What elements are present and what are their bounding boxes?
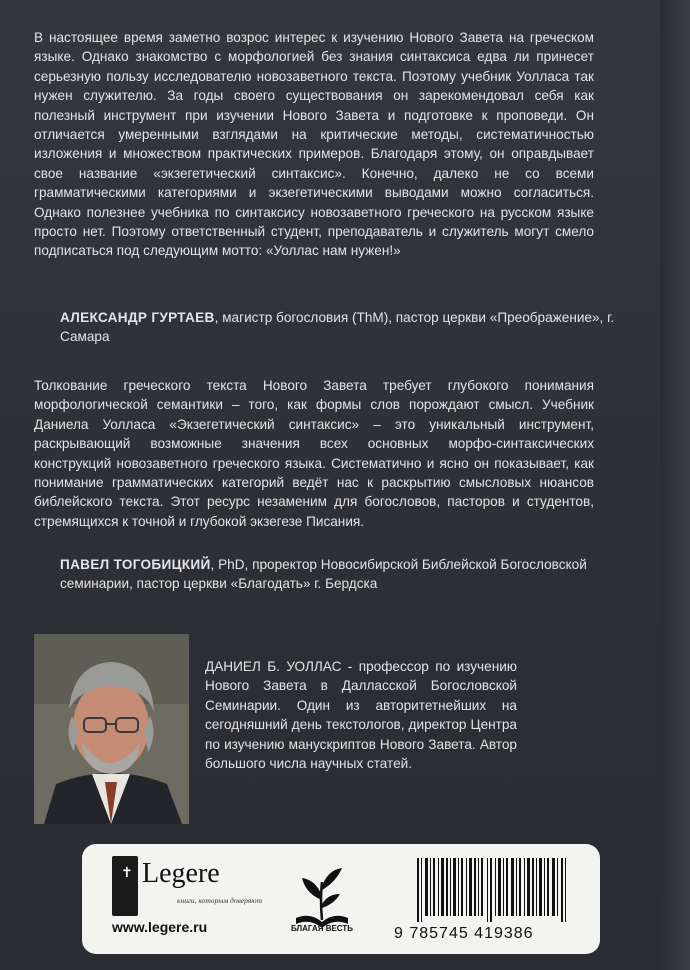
review-2-author-title: , PhD, проректор Новосибирской Библейской Богословской семинарии, пастор церкви «Благодать» г. Бердска [60,557,587,592]
review-1-author-title: , магистр богословия (ThM), пастор церкви «Преображение», г. Самара [60,310,615,345]
author-portrait-image [34,634,189,824]
review-1-author-name: АЛЕКСАНДР ГУРТАЕВ [60,310,215,325]
book-logo-icon: ✝ [112,856,138,916]
review-2-text: Толкование греческого текста Нового Завета требует глубокого понимания морфологической семантики – того, как формы слов порождают смысл. Учебник Даниела Уолласа «Экзегетический синтаксис» – это уникальный инструмент, раскрывающий возможные значения всех основных морфо-синтаксических конструкций новозаветного греческого языка. Систематично и ясно он показывает, как понимание грамматических категорий ведёт нас к раскрытию смысловых нюансов библейского текста. Этот ресурс незаменим для богословов, пасторов и студентов, стремящихся к точной и глубокой экзегезе Писания. [34,378,594,529]
publisher-logo-title: Legere [142,858,220,889]
review-1-text: В настоящее время заметно возрос интерес к изучению Нового Завета на греческом языке. Однако знакомство с морфологией без знания синтаксиса едва ли принесет серьезную пользу исследователю новозаветного текста. Поэтому учебник Уолласа так нужен служителю. За годы своего существования он зарекомендовал себя как полезный инструмент при изучении Нового Завета и подготовке к проповеди. Он отличается умеренными взглядами на критические методы, систематичностью изложения и множеством практических примеров. Благодаря этому, он оправдывает свое название «экзегетический синтаксис». Конечно, далеко не со всеми грамматическими категориями и экзегетическими выводами можно согласиться. Однако полезнее учебника по синтаксису новозаветного греческого на русском языке просто нет. Поэтому ответственный студент, преподаватель и служитель могут смело подписаться под следующим мотто: «Уоллас нам нужен!» [34,30,594,259]
barcode-image [417,858,567,922]
publisher-panel [82,844,600,954]
publisher-tagline: книги, которым доверяют [176,896,262,905]
publisher-2-name: БЛАГАЯ ВЕСТЬ [290,924,354,933]
spine-edge [660,0,690,970]
publisher-url: www.legere.ru [112,919,208,935]
author-bio: ДАНИЕЛ Б. УОЛЛАС - профессор по изучению Нового Завета в Далласской Богословской Семинарии. Один из авторитетнейших на сегодняшний день текстологов, директор Центра по изучению манускриптов Нового Завета. Автор большого числа научных статей. [205,659,517,772]
review-2-author-name: ПАВЕЛ ТОГОБИЦКИЙ [60,557,211,572]
isbn-number: 9 785745 419386 [394,925,534,942]
review-1-signature [60,308,615,347]
review-2-signature [60,555,590,594]
author-photo [34,634,189,824]
